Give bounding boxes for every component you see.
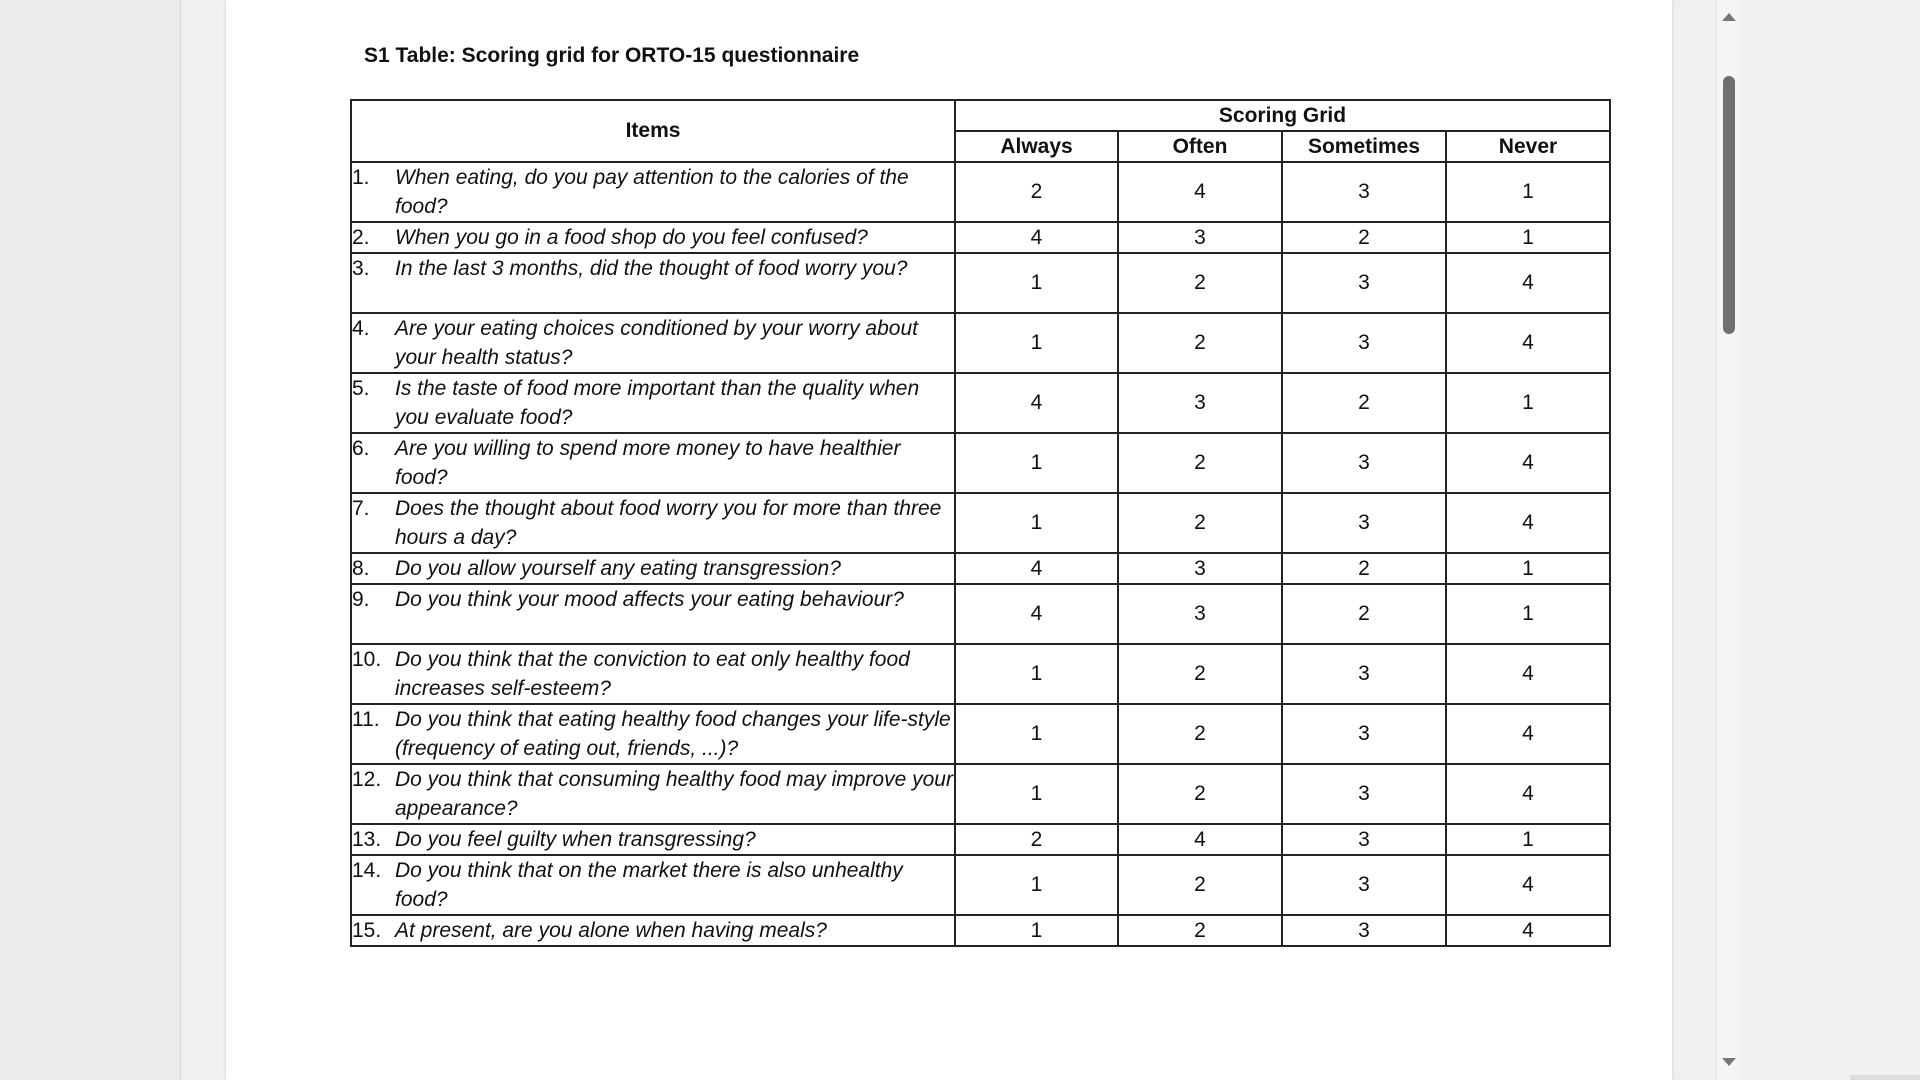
viewer-left-gutter — [0, 0, 181, 1080]
score-sometimes: 3 — [1282, 644, 1446, 704]
item-cell — [351, 915, 955, 946]
table-row — [351, 162, 1610, 222]
score-sometimes: 3 — [1282, 253, 1446, 313]
item-text: When eating, do you pay attention to the calories of the food? — [395, 166, 909, 218]
item-cell — [351, 764, 955, 824]
table-row — [351, 222, 1610, 253]
score-often: 2 — [1118, 433, 1282, 493]
score-never: 1 — [1446, 553, 1610, 584]
score-sometimes: 2 — [1282, 584, 1446, 644]
score-often: 2 — [1118, 493, 1282, 553]
score-always: 2 — [955, 824, 1118, 855]
item-number: 15. — [352, 919, 382, 942]
score-always: 1 — [955, 764, 1118, 824]
vertical-scrollbar[interactable] — [1716, 0, 1741, 1080]
score-sometimes: 3 — [1282, 493, 1446, 553]
table-row — [351, 644, 1610, 704]
score-always: 4 — [955, 553, 1118, 584]
score-never: 4 — [1446, 915, 1610, 946]
item-text: When you go in a food shop do you feel confused? — [395, 226, 868, 249]
item-cell — [351, 253, 955, 313]
score-often: 2 — [1118, 704, 1282, 764]
score-always: 1 — [955, 915, 1118, 946]
item-text: Are your eating choices conditioned by your worry about your health status? — [395, 317, 918, 369]
score-sometimes: 3 — [1282, 764, 1446, 824]
item-number: 14. — [352, 859, 382, 882]
item-number: 9. — [352, 588, 370, 611]
score-never: 4 — [1446, 764, 1610, 824]
score-never: 4 — [1446, 313, 1610, 373]
score-never: 4 — [1446, 433, 1610, 493]
item-number: 5. — [352, 377, 370, 400]
scoring-table — [350, 99, 1611, 947]
score-always: 1 — [955, 433, 1118, 493]
score-sometimes: 2 — [1282, 222, 1446, 253]
score-never: 4 — [1446, 644, 1610, 704]
item-cell — [351, 824, 955, 855]
score-sometimes: 3 — [1282, 855, 1446, 915]
table-row — [351, 313, 1610, 373]
score-often: 2 — [1118, 855, 1282, 915]
table-row — [351, 493, 1610, 553]
table-row — [351, 373, 1610, 433]
item-text: Do you allow yourself any eating transgression? — [395, 557, 841, 580]
score-never: 4 — [1446, 855, 1610, 915]
item-text: Do you think that the conviction to eat only healthy food increases self-esteem? — [395, 648, 910, 700]
score-always: 2 — [955, 162, 1118, 222]
score-never: 4 — [1446, 253, 1610, 313]
score-never: 1 — [1446, 373, 1610, 433]
item-number: 11. — [352, 708, 380, 731]
score-sometimes: 3 — [1282, 915, 1446, 946]
item-cell — [351, 313, 955, 373]
score-never: 1 — [1446, 162, 1610, 222]
table-caption: S1 Table: Scoring grid for ORTO-15 questionnaire — [364, 44, 860, 67]
score-always: 1 — [955, 313, 1118, 373]
item-text: Do you think your mood affects your eating behaviour? — [395, 588, 904, 611]
column-header-never: Never — [1446, 131, 1610, 162]
item-cell — [351, 644, 955, 704]
item-number: 12. — [352, 768, 382, 791]
score-never: 1 — [1446, 584, 1610, 644]
score-often: 2 — [1118, 253, 1282, 313]
score-sometimes: 2 — [1282, 373, 1446, 433]
item-number: 6. — [352, 437, 370, 460]
score-sometimes: 3 — [1282, 313, 1446, 373]
item-cell — [351, 704, 955, 764]
item-text: Is the taste of food more important than the quality when you evaluate food? — [395, 377, 920, 429]
item-text: Does the thought about food worry you for more than three hours a day? — [395, 497, 942, 549]
item-number: 2. — [352, 226, 370, 249]
item-text: Do you think that on the market there is also unhealthy food? — [395, 859, 903, 911]
table-row — [351, 764, 1610, 824]
score-sometimes: 3 — [1282, 824, 1446, 855]
score-always: 4 — [955, 584, 1118, 644]
item-cell — [351, 553, 955, 584]
scroll-up-icon[interactable] — [1722, 13, 1736, 21]
score-sometimes: 2 — [1282, 553, 1446, 584]
item-number: 7. — [352, 497, 370, 520]
score-always: 1 — [955, 855, 1118, 915]
column-header-often: Often — [1118, 131, 1282, 162]
score-sometimes: 3 — [1282, 162, 1446, 222]
item-cell — [351, 584, 955, 644]
item-text: In the last 3 months, did the thought of food worry you? — [395, 257, 908, 280]
column-header-sometimes: Sometimes — [1282, 131, 1446, 162]
table-row — [351, 553, 1610, 584]
score-always: 1 — [955, 253, 1118, 313]
item-cell — [351, 373, 955, 433]
viewer-right-gutter — [1741, 0, 1920, 1080]
table-row — [351, 824, 1610, 855]
table-row — [351, 915, 1610, 946]
score-never: 1 — [1446, 222, 1610, 253]
score-always: 1 — [955, 493, 1118, 553]
table-row — [351, 704, 1610, 764]
item-number: 3. — [352, 257, 370, 280]
item-text: Do you think that eating healthy food changes your life-style (frequency of eating out, friends, ...)? — [395, 708, 951, 760]
column-header-always: Always — [955, 131, 1118, 162]
table-row — [351, 433, 1610, 493]
document-page — [226, 0, 1672, 1080]
corner-bar — [1850, 1075, 1920, 1080]
items-header: Items — [351, 100, 955, 162]
item-cell — [351, 855, 955, 915]
score-often: 3 — [1118, 222, 1282, 253]
score-often: 2 — [1118, 313, 1282, 373]
item-text: Are you willing to spend more money to have healthier food? — [395, 437, 901, 489]
item-cell — [351, 222, 955, 253]
score-often: 3 — [1118, 584, 1282, 644]
score-always: 1 — [955, 704, 1118, 764]
table-row — [351, 584, 1610, 644]
item-number: 10. — [352, 648, 382, 671]
scrollbar-thumb[interactable] — [1723, 76, 1735, 334]
table-row — [351, 855, 1610, 915]
item-cell — [351, 162, 955, 222]
score-often: 2 — [1118, 644, 1282, 704]
score-never: 4 — [1446, 493, 1610, 553]
score-sometimes: 3 — [1282, 433, 1446, 493]
item-cell — [351, 433, 955, 493]
score-often: 2 — [1118, 764, 1282, 824]
score-often: 2 — [1118, 915, 1282, 946]
score-never: 4 — [1446, 704, 1610, 764]
item-number: 8. — [352, 557, 370, 580]
table-row — [351, 253, 1610, 313]
item-number: 4. — [352, 317, 370, 340]
item-text: Do you feel guilty when transgressing? — [395, 828, 756, 851]
score-never: 1 — [1446, 824, 1610, 855]
score-often: 3 — [1118, 373, 1282, 433]
item-cell — [351, 493, 955, 553]
score-often: 4 — [1118, 824, 1282, 855]
score-always: 4 — [955, 222, 1118, 253]
item-text: Do you think that consuming healthy food may improve your appearance? — [395, 768, 953, 820]
score-often: 4 — [1118, 162, 1282, 222]
scroll-down-icon[interactable] — [1722, 1058, 1736, 1066]
item-number: 13. — [352, 828, 382, 851]
item-number: 1. — [352, 166, 370, 189]
score-often: 3 — [1118, 553, 1282, 584]
item-text: At present, are you alone when having meals? — [395, 919, 827, 942]
score-always: 1 — [955, 644, 1118, 704]
scoring-grid-header: Scoring Grid — [955, 100, 1610, 131]
score-sometimes: 3 — [1282, 704, 1446, 764]
score-always: 4 — [955, 373, 1118, 433]
